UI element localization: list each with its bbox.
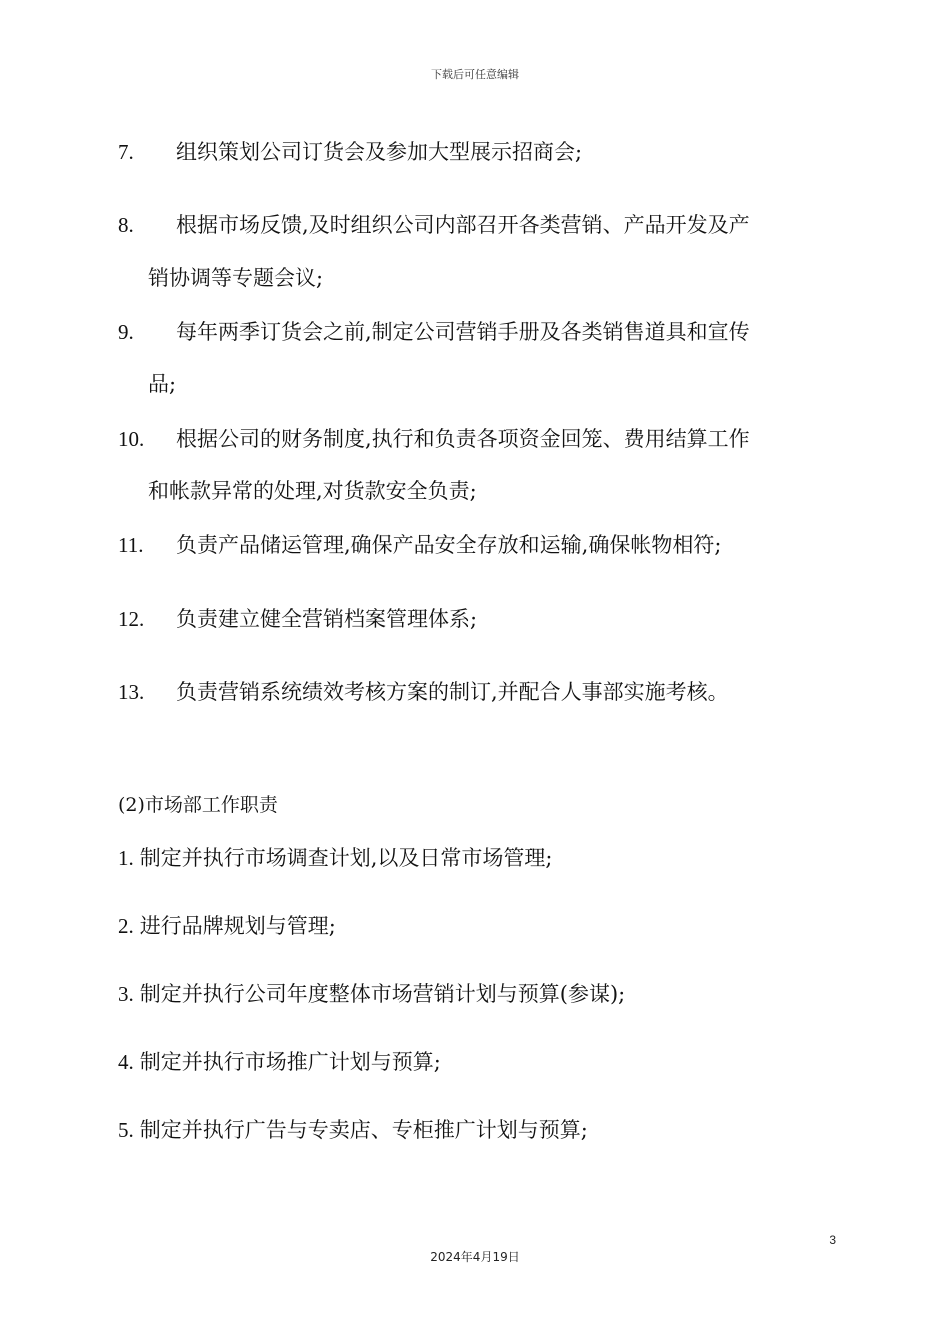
page-number: 3 xyxy=(829,1233,836,1247)
duty-number: 11. xyxy=(118,533,144,557)
duty-item-7 xyxy=(118,126,833,178)
duty-text: 负责产品储运管理,确保产品安全存放和运输,确保帐物相符; xyxy=(176,533,722,557)
duty-continuation: 和帐款异常的处理,对货款安全负责; xyxy=(148,479,477,503)
duty-text: 负责营销系统绩效考核方案的制订,并配合人事部实施考核。 xyxy=(176,680,729,704)
market-duty-text: 制定并执行公司年度整体市场营销计划与预算(参谋); xyxy=(139,982,626,1006)
market-duty-text: 制定并执行市场推广计划与预算; xyxy=(139,1050,441,1074)
duty-text: 组织策划公司订货会及参加大型展示招商会; xyxy=(176,140,583,164)
footer-date: 2024年4月19日 xyxy=(430,1250,520,1264)
market-duty-item xyxy=(118,910,336,940)
duty-number: 10. xyxy=(118,427,145,451)
market-duty-item xyxy=(118,978,625,1008)
duty-number: 9. xyxy=(118,320,134,344)
duty-text: 根据市场反馈,及时组织公司内部召开各类营销、产品开发及产 xyxy=(176,213,750,237)
market-duty-item xyxy=(118,1046,441,1076)
market-duty-text: 制定并执行市场调查计划,以及日常市场管理; xyxy=(139,846,553,870)
duty-text: 负责建立健全营销档案管理体系; xyxy=(176,607,478,631)
market-duty-text: 制定并执行广告与专卖店、专柜推广计划与预算; xyxy=(139,1118,588,1142)
duty-item-8 xyxy=(118,199,833,251)
header-note: 下载后可任意编辑 xyxy=(431,68,519,81)
duty-number: 12. xyxy=(118,607,145,631)
market-duty-number: 4. xyxy=(118,1050,134,1074)
duty-item-9 xyxy=(118,306,833,358)
market-duty-item xyxy=(118,1114,588,1144)
market-duty-number: 2. xyxy=(118,914,134,938)
duty-number: 7. xyxy=(118,140,134,164)
section-title: (2)市场部工作职责 xyxy=(118,794,278,816)
duty-text: 每年两季订货会之前,制定公司营销手册及各类销售道具和宣传 xyxy=(176,320,750,344)
market-duty-item xyxy=(118,842,553,872)
duty-continuation: 销协调等专题会议; xyxy=(148,266,324,290)
duty-item-13 xyxy=(118,666,833,718)
duty-item-11 xyxy=(118,519,833,571)
duty-text: 根据公司的财务制度,执行和负责各项资金回笼、费用结算工作 xyxy=(176,427,750,451)
duty-item-10 xyxy=(118,413,833,465)
market-duty-text: 进行品牌规划与管理; xyxy=(139,914,336,938)
duty-continuation: 品; xyxy=(148,372,177,396)
duty-number: 8. xyxy=(118,213,134,237)
duty-number: 13. xyxy=(118,680,145,704)
market-duty-number: 3. xyxy=(118,982,134,1006)
duty-item-12 xyxy=(118,593,833,645)
market-duty-number: 1. xyxy=(118,846,134,870)
market-duty-number: 5. xyxy=(118,1118,134,1142)
